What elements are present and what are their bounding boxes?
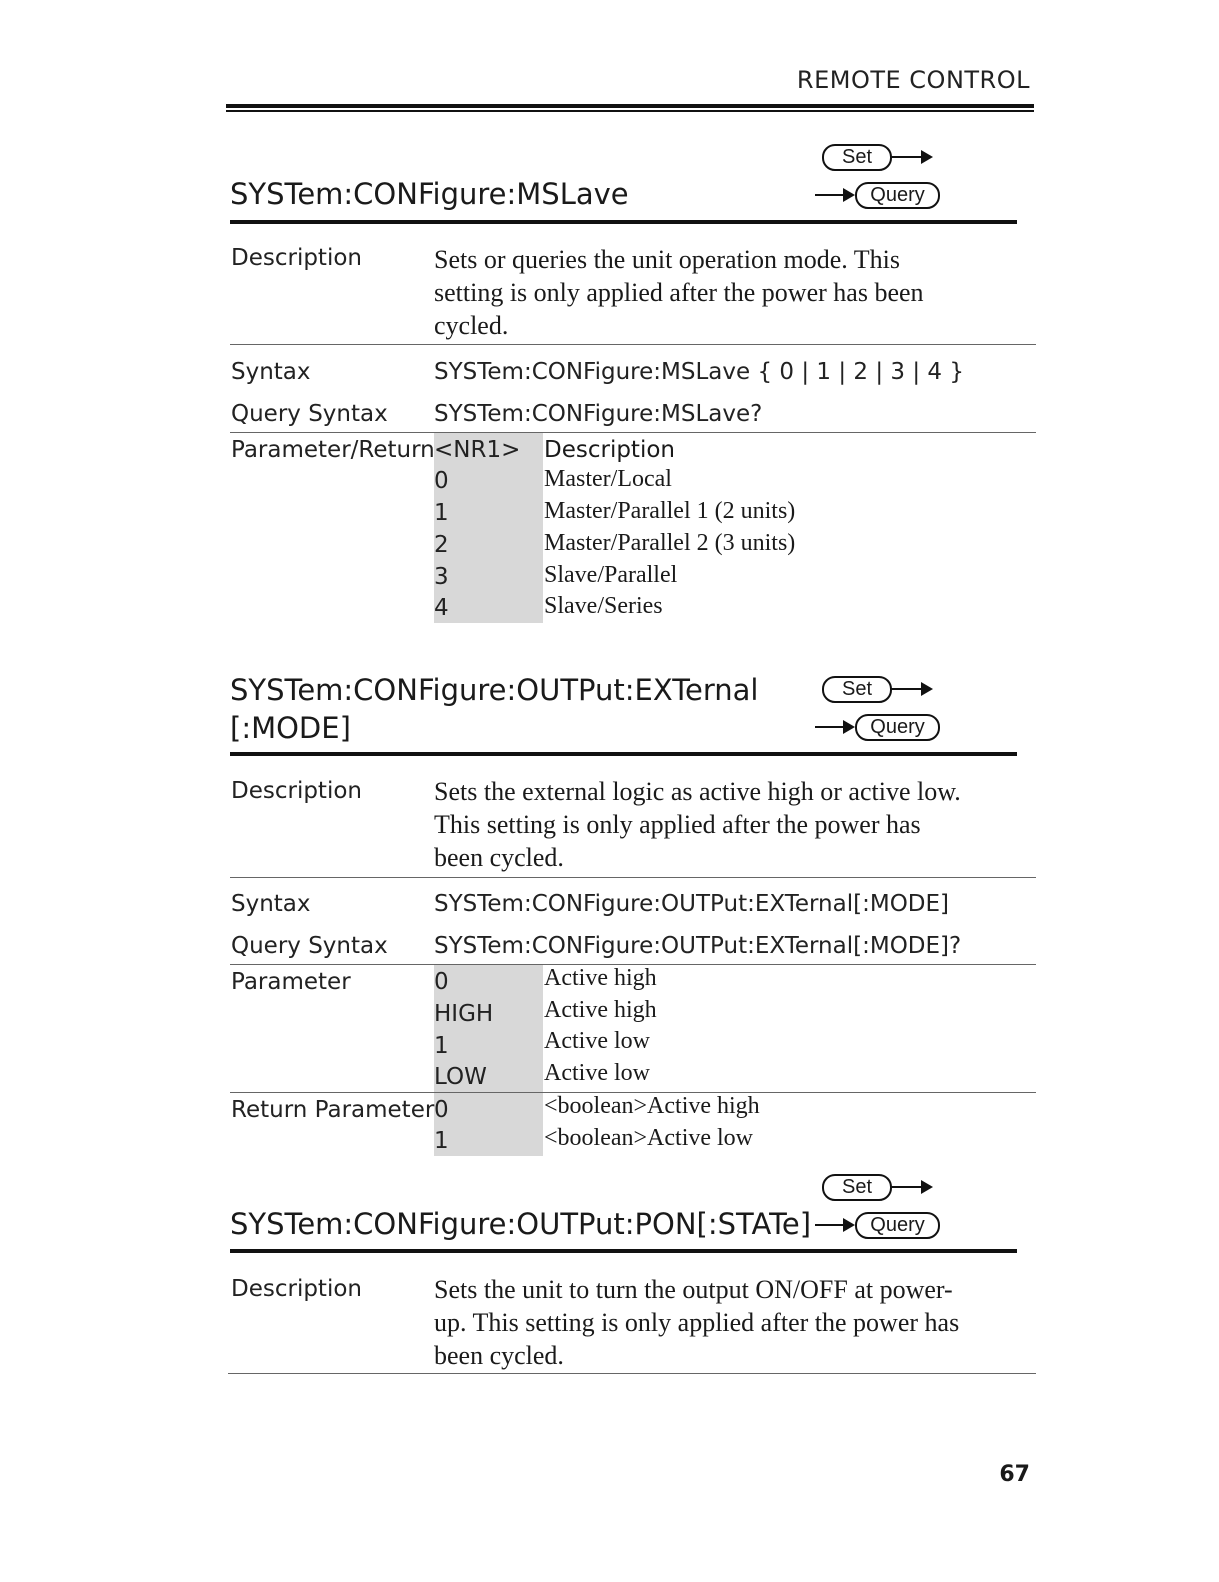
command-title-external-line1: SYSTem:CONFigure:OUTPut:EXTernal — [230, 673, 759, 707]
query-arrow-icon — [843, 1218, 855, 1232]
param-desc: Master/Parallel 1 (2 units) — [544, 498, 796, 524]
description-line: been cycled. — [434, 843, 564, 872]
param-header-desc: Description — [544, 437, 675, 463]
command-title-rule — [230, 752, 1017, 756]
return-parameter-label: Return Parameter — [231, 1097, 435, 1123]
query-arrow-icon — [843, 188, 855, 202]
command-title-external-line2: [:MODE] — [230, 711, 351, 745]
description-line: Sets the external logic as active high or active low. — [434, 777, 961, 806]
set-arrow-icon — [921, 1180, 933, 1194]
param-desc: Master/Parallel 2 (3 units) — [544, 530, 796, 556]
query-syntax-value: SYSTem:CONFigure:MSLave? — [434, 401, 763, 427]
description-line: Sets or queries the unit operation mode. This — [434, 245, 900, 274]
param-desc: Active high — [544, 965, 657, 991]
set-arrow-icon — [921, 682, 933, 696]
return-desc: <boolean>Active high — [544, 1093, 760, 1119]
syntax-label: Syntax — [231, 891, 311, 917]
return-key: 0 — [434, 1097, 449, 1123]
query-pill: Query — [855, 714, 940, 741]
syntax-value: SYSTem:CONFigure:OUTPut:EXTernal[:MODE] — [434, 891, 950, 917]
section-header-title: REMOTE CONTROL — [796, 66, 1030, 94]
header-rule — [226, 104, 1034, 108]
return-desc: <boolean>Active low — [544, 1125, 754, 1151]
description-line: up. This setting is only applied after the power has — [434, 1308, 960, 1337]
set-pill: Set — [822, 1174, 892, 1201]
param-key: 4 — [434, 595, 449, 621]
description-label: Description — [231, 778, 362, 804]
param-key: HIGH — [434, 1001, 494, 1027]
page-number: 67 — [999, 1462, 1030, 1487]
description-label: Description — [231, 245, 362, 271]
description-line: Sets the unit to turn the output ON/OFF at power- — [434, 1275, 953, 1304]
param-key: 2 — [434, 532, 449, 558]
command-title-rule — [230, 1249, 1017, 1253]
param-key: 0 — [434, 969, 449, 995]
syntax-value: SYSTem:CONFigure:MSLave { 0 | 1 | 2 | 3 | 4 } — [434, 359, 964, 385]
query-arrow-icon — [843, 720, 855, 734]
param-key: 1 — [434, 500, 449, 526]
set-query-badge-mslave — [815, 142, 945, 212]
description-line: been cycled. — [434, 1341, 564, 1370]
parameter-return-label: Parameter/Return — [231, 437, 435, 463]
param-key: LOW — [434, 1064, 487, 1090]
description-line: cycled. — [434, 311, 509, 340]
query-syntax-label: Query Syntax — [231, 933, 388, 959]
description-text — [434, 775, 1034, 874]
description-text — [434, 243, 1034, 342]
param-desc: Master/Local — [544, 466, 672, 492]
param-desc: Active low — [544, 1028, 650, 1054]
set-pill: Set — [822, 144, 892, 171]
set-pill: Set — [822, 676, 892, 703]
param-desc: Slave/Parallel — [544, 562, 678, 588]
param-desc: Slave/Series — [544, 593, 663, 619]
set-arrow-icon — [921, 150, 933, 164]
divider — [230, 432, 1036, 433]
header-rule-secondary — [226, 110, 1034, 112]
param-key-shade — [434, 965, 543, 1156]
param-header-key: <NR1> — [434, 437, 521, 463]
query-pill: Query — [855, 182, 940, 209]
description-text — [434, 1273, 1034, 1372]
divider — [230, 877, 1036, 878]
query-syntax-value: SYSTem:CONFigure:OUTPut:EXTernal[:MODE]? — [434, 933, 962, 959]
param-key: 1 — [434, 1033, 449, 1059]
parameter-label: Parameter — [231, 969, 351, 995]
param-desc: Active low — [544, 1060, 650, 1086]
set-query-badge-external — [815, 674, 945, 744]
param-key: 3 — [434, 564, 449, 590]
return-key: 1 — [434, 1128, 449, 1154]
set-query-badge-pon — [815, 1172, 945, 1242]
command-title-pon: SYSTem:CONFigure:OUTPut:PON[:STATe] — [230, 1207, 812, 1241]
param-key: 0 — [434, 468, 449, 494]
command-title-rule — [230, 220, 1017, 224]
query-syntax-label: Query Syntax — [231, 401, 388, 427]
query-pill: Query — [855, 1212, 940, 1239]
divider — [230, 344, 1036, 345]
command-title-mslave: SYSTem:CONFigure:MSLave — [230, 177, 629, 211]
description-label: Description — [231, 1276, 362, 1302]
param-desc: Active high — [544, 997, 657, 1023]
divider — [228, 1373, 1036, 1374]
description-line: This setting is only applied after the power has — [434, 810, 921, 839]
syntax-label: Syntax — [231, 359, 311, 385]
description-line: setting is only applied after the power has been — [434, 278, 924, 307]
